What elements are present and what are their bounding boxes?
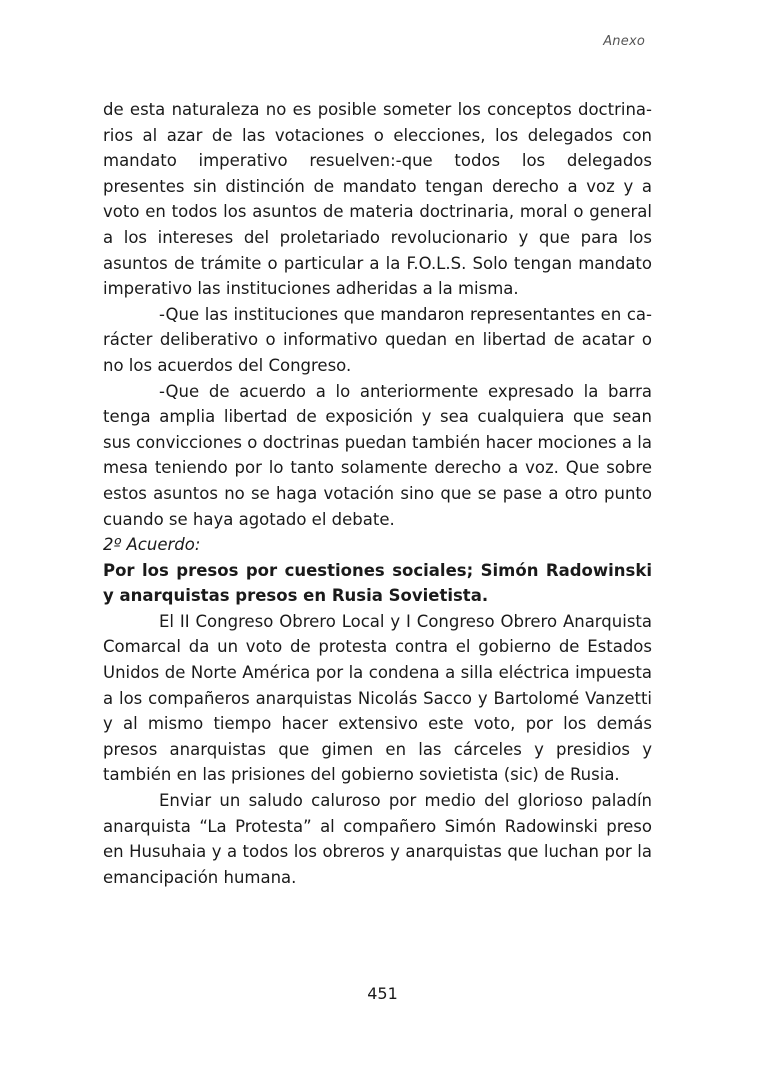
agreement-paragraph: Enviar un saludo caluroso por medio del glorioso paladín anarquista “La Protesta” al compañero Simón Radowinski preso en Husuhaia y a todos los obreros y anarquistas que luchan por la emancipación humana. [103,791,652,887]
body-paragraph: de esta naturaleza no es posible someter los conceptos doctrinarios al azar de las votaciones o elecciones, los delegados con mandato imperativo resuelven:-que todos los delegados presentes sin distinción de mandato tengan derecho a voz y a voto en todos los asuntos de materia doctrinaria, moral o general a los intereses del proletariado revolucionario y que para los asuntos de trámite o particular a la F.O.L.S. Solo tengan mandato imperativo las instituciones adheridas a la misma. [103,100,652,299]
agreement-label: 2º Acuerdo: [103,535,201,555]
running-header: Anexo [603,34,645,49]
page-body [103,97,652,890]
body-paragraph: -Que las instituciones que mandaron representantes en carácter deliberativo o informativo quedan en libertad de acatar o no los acuerdos del Congreso. [103,304,652,375]
body-paragraph: -Que de acuerdo a lo anteriormente expresado la barra tenga amplia libertad de exposición y sea cualquiera que sean sus convicciones o doctrinas puedan también hacer mociones a la mesa teniendo por lo tanto solamente derecho a voz. Que sobre estos asuntos no se haga votación sino que se pase a otro punto cuando se haya agotado el debate. [103,381,652,529]
agreement-paragraph: El II Congreso Obrero Local y I Congreso Obrero Anarquista Comarcal da un voto de protesta contra el gobierno de Estados Unidos de Norte América por la condena a silla eléctrica impuesta a los compañeros anarquistas Nicolás Sacco y Bartolomé Vanzetti y al mismo tiempo hacer extensivo este voto, por los demás presos anarquistas que gimen en las cárceles y presidios y también en las prisiones del gobierno sovietista (sic) de Rusia. [103,611,652,785]
page-number: 451 [367,984,398,1003]
agreement-title: Por los presos por cuestiones sociales; Simón Radowinski y anarquistas presos en Rusia Sovietista. [103,560,652,606]
